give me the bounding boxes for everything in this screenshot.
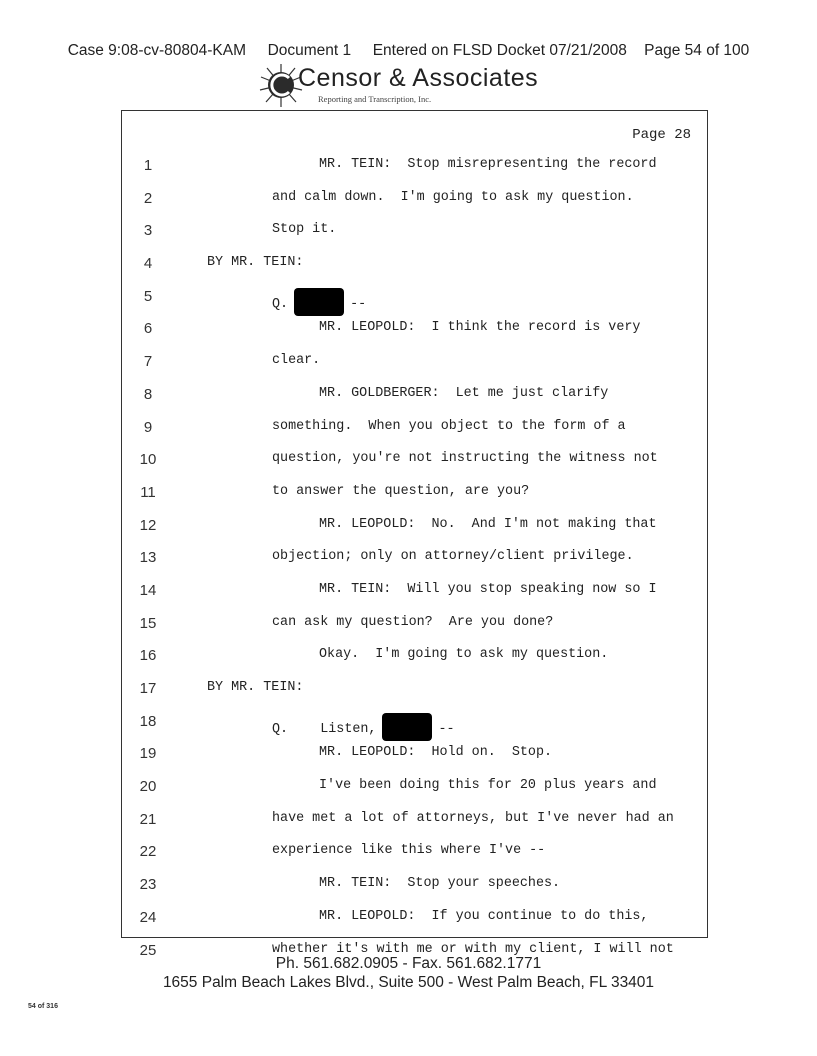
pdf-page-count: 54 of 316: [28, 1003, 58, 1010]
line-text-content: and calm down. I'm going to ask my question.: [272, 189, 634, 205]
redaction-box: [382, 713, 432, 741]
footer-address: 1655 Palm Beach Lakes Blvd., Suite 500 - West Palm Beach, FL 33401: [162, 974, 655, 991]
line-text: [319, 876, 560, 891]
line-text-content: experience like this where I've --: [272, 843, 546, 859]
transcript-line: [122, 543, 707, 576]
line-text: [319, 745, 552, 760]
line-text: [319, 909, 648, 924]
line-number: 3: [143, 222, 153, 240]
line-text-content: Q.: [272, 296, 289, 312]
line-number: 1: [143, 157, 153, 174]
line-number: 2: [143, 189, 153, 207]
transcript-line: [122, 805, 707, 838]
case-number: Case 9:08-cv-80804-KAM: [67, 42, 247, 59]
line-text-content: Q. Listen,: [272, 721, 377, 737]
line-text: [272, 615, 553, 630]
line-number: 15: [139, 614, 157, 632]
transcript-line: [122, 216, 707, 249]
line-text-content: MR. GOLDBERGER: Let me just clarify: [319, 385, 609, 401]
line-number: 19: [139, 745, 157, 763]
line-text-content: have met a lot of attorneys, but I've never had an: [272, 810, 674, 826]
transcript-line: [122, 609, 707, 642]
line-number: 21: [139, 810, 157, 828]
transcript-lines: [122, 151, 707, 968]
line-text-content: to answer the question, are you?: [272, 483, 530, 499]
line-text: [319, 778, 657, 793]
line-number: 17: [139, 680, 157, 697]
company-subtitle: Reporting and Transcription, Inc.: [318, 94, 432, 104]
line-text: [319, 157, 657, 172]
document-label: Document 1: [267, 42, 352, 59]
line-text: [207, 680, 303, 695]
line-text: [272, 353, 320, 368]
line-text-content: I've been doing this for 20 plus years and: [319, 778, 657, 794]
transcript-line: [122, 347, 707, 380]
line-text: [272, 811, 674, 826]
line-text-content: question, you're not instructing the witness not: [272, 451, 658, 467]
line-text-content: MR. LEOPOLD: No. And I'm not making that: [319, 516, 657, 532]
line-number: 5: [143, 287, 153, 305]
line-text-content: objection; only on attorney/client privilege.: [272, 549, 634, 565]
line-text-content: MR. LEOPOLD: If you continue to do this,: [319, 908, 649, 924]
line-text: [272, 484, 529, 499]
line-text-content: Stop it.: [272, 222, 337, 238]
line-number: 8: [143, 385, 153, 403]
line-text: [272, 288, 366, 316]
line-text: [319, 517, 657, 532]
docket-entry: Entered on FLSD Docket 07/21/2008: [372, 42, 627, 59]
line-text-content: BY MR. TEIN:: [207, 255, 304, 271]
line-text-content: whether it's with me or with my client, I will not: [272, 941, 674, 957]
line-number: 20: [139, 778, 157, 796]
line-number: 10: [139, 451, 157, 469]
transcript-line: [122, 249, 707, 282]
line-number: 25: [139, 941, 157, 959]
footer-phone: Ph. 561.682.0905 - Fax. 561.682.1771: [275, 955, 542, 972]
line-number: 24: [139, 908, 157, 926]
transcript-line: [122, 674, 707, 707]
line-text-content: MR. TEIN: Will you stop speaking now so I: [319, 581, 657, 597]
transcript-line: [122, 380, 707, 413]
line-text: [272, 549, 634, 564]
company-name: Censor & Associates: [298, 64, 539, 92]
line-number: 7: [143, 353, 153, 371]
redaction-box: [294, 288, 344, 316]
line-text-content: Okay. I'm going to ask my question.: [319, 647, 609, 663]
line-text-content: MR. TEIN: Stop misrepresenting the record: [319, 157, 657, 172]
line-number: 6: [143, 320, 153, 338]
line-text: [272, 222, 336, 237]
line-number: 12: [139, 516, 157, 534]
transcript-page: [121, 110, 708, 959]
transcript-line: [122, 641, 707, 674]
transcript-line: [122, 413, 707, 446]
line-text-content: clear.: [272, 353, 321, 369]
line-number: 22: [139, 843, 157, 861]
transcript-line: [122, 707, 707, 740]
company-logo: [258, 62, 558, 110]
line-text: [319, 320, 640, 335]
line-text-content: can ask my question? Are you done?: [272, 614, 554, 630]
line-number: 4: [143, 255, 153, 273]
transcript-line: [122, 739, 707, 772]
line-number: 13: [139, 549, 157, 567]
line-number: 23: [139, 876, 157, 894]
line-text: [319, 386, 608, 401]
page-of-total: Page 54 of 100: [644, 42, 750, 59]
transcript-line: [122, 903, 707, 936]
transcript-line: [122, 511, 707, 544]
line-text-after: --: [350, 296, 367, 312]
transcript-line: [122, 282, 707, 315]
line-text: [319, 582, 657, 597]
transcript-line: [122, 478, 707, 511]
line-text: [272, 451, 658, 466]
line-number: 14: [139, 581, 157, 599]
line-text-content: BY MR. TEIN:: [207, 680, 304, 695]
transcript-line: [122, 314, 707, 347]
case-header: [0, 42, 817, 60]
line-number: 18: [139, 712, 157, 730]
line-text: [319, 647, 608, 662]
line-text-after: --: [438, 721, 455, 737]
line-text: [207, 255, 303, 270]
transcript-line: [122, 151, 707, 184]
transcript-line: [122, 184, 707, 217]
line-text: [272, 713, 455, 741]
line-text: [272, 419, 626, 434]
line-number: 9: [143, 418, 153, 436]
transcript-line: [122, 837, 707, 870]
transcript-line: [122, 870, 707, 903]
line-text-content: MR. TEIN: Stop your speeches.: [319, 876, 561, 892]
line-text: [272, 190, 634, 205]
transcript-line: [122, 445, 707, 478]
transcript-line: [122, 772, 707, 805]
line-text-content: something. When you object to the form of a: [272, 418, 626, 434]
transcript-line: [122, 576, 707, 609]
line-number: 16: [139, 647, 157, 665]
transcript-page-number: Page 28: [632, 127, 691, 143]
line-text-content: MR. LEOPOLD: I think the record is very: [319, 320, 641, 336]
line-text-content: MR. LEOPOLD: Hold on. Stop.: [319, 745, 553, 761]
line-number: 11: [140, 483, 156, 501]
line-text: [272, 843, 545, 858]
